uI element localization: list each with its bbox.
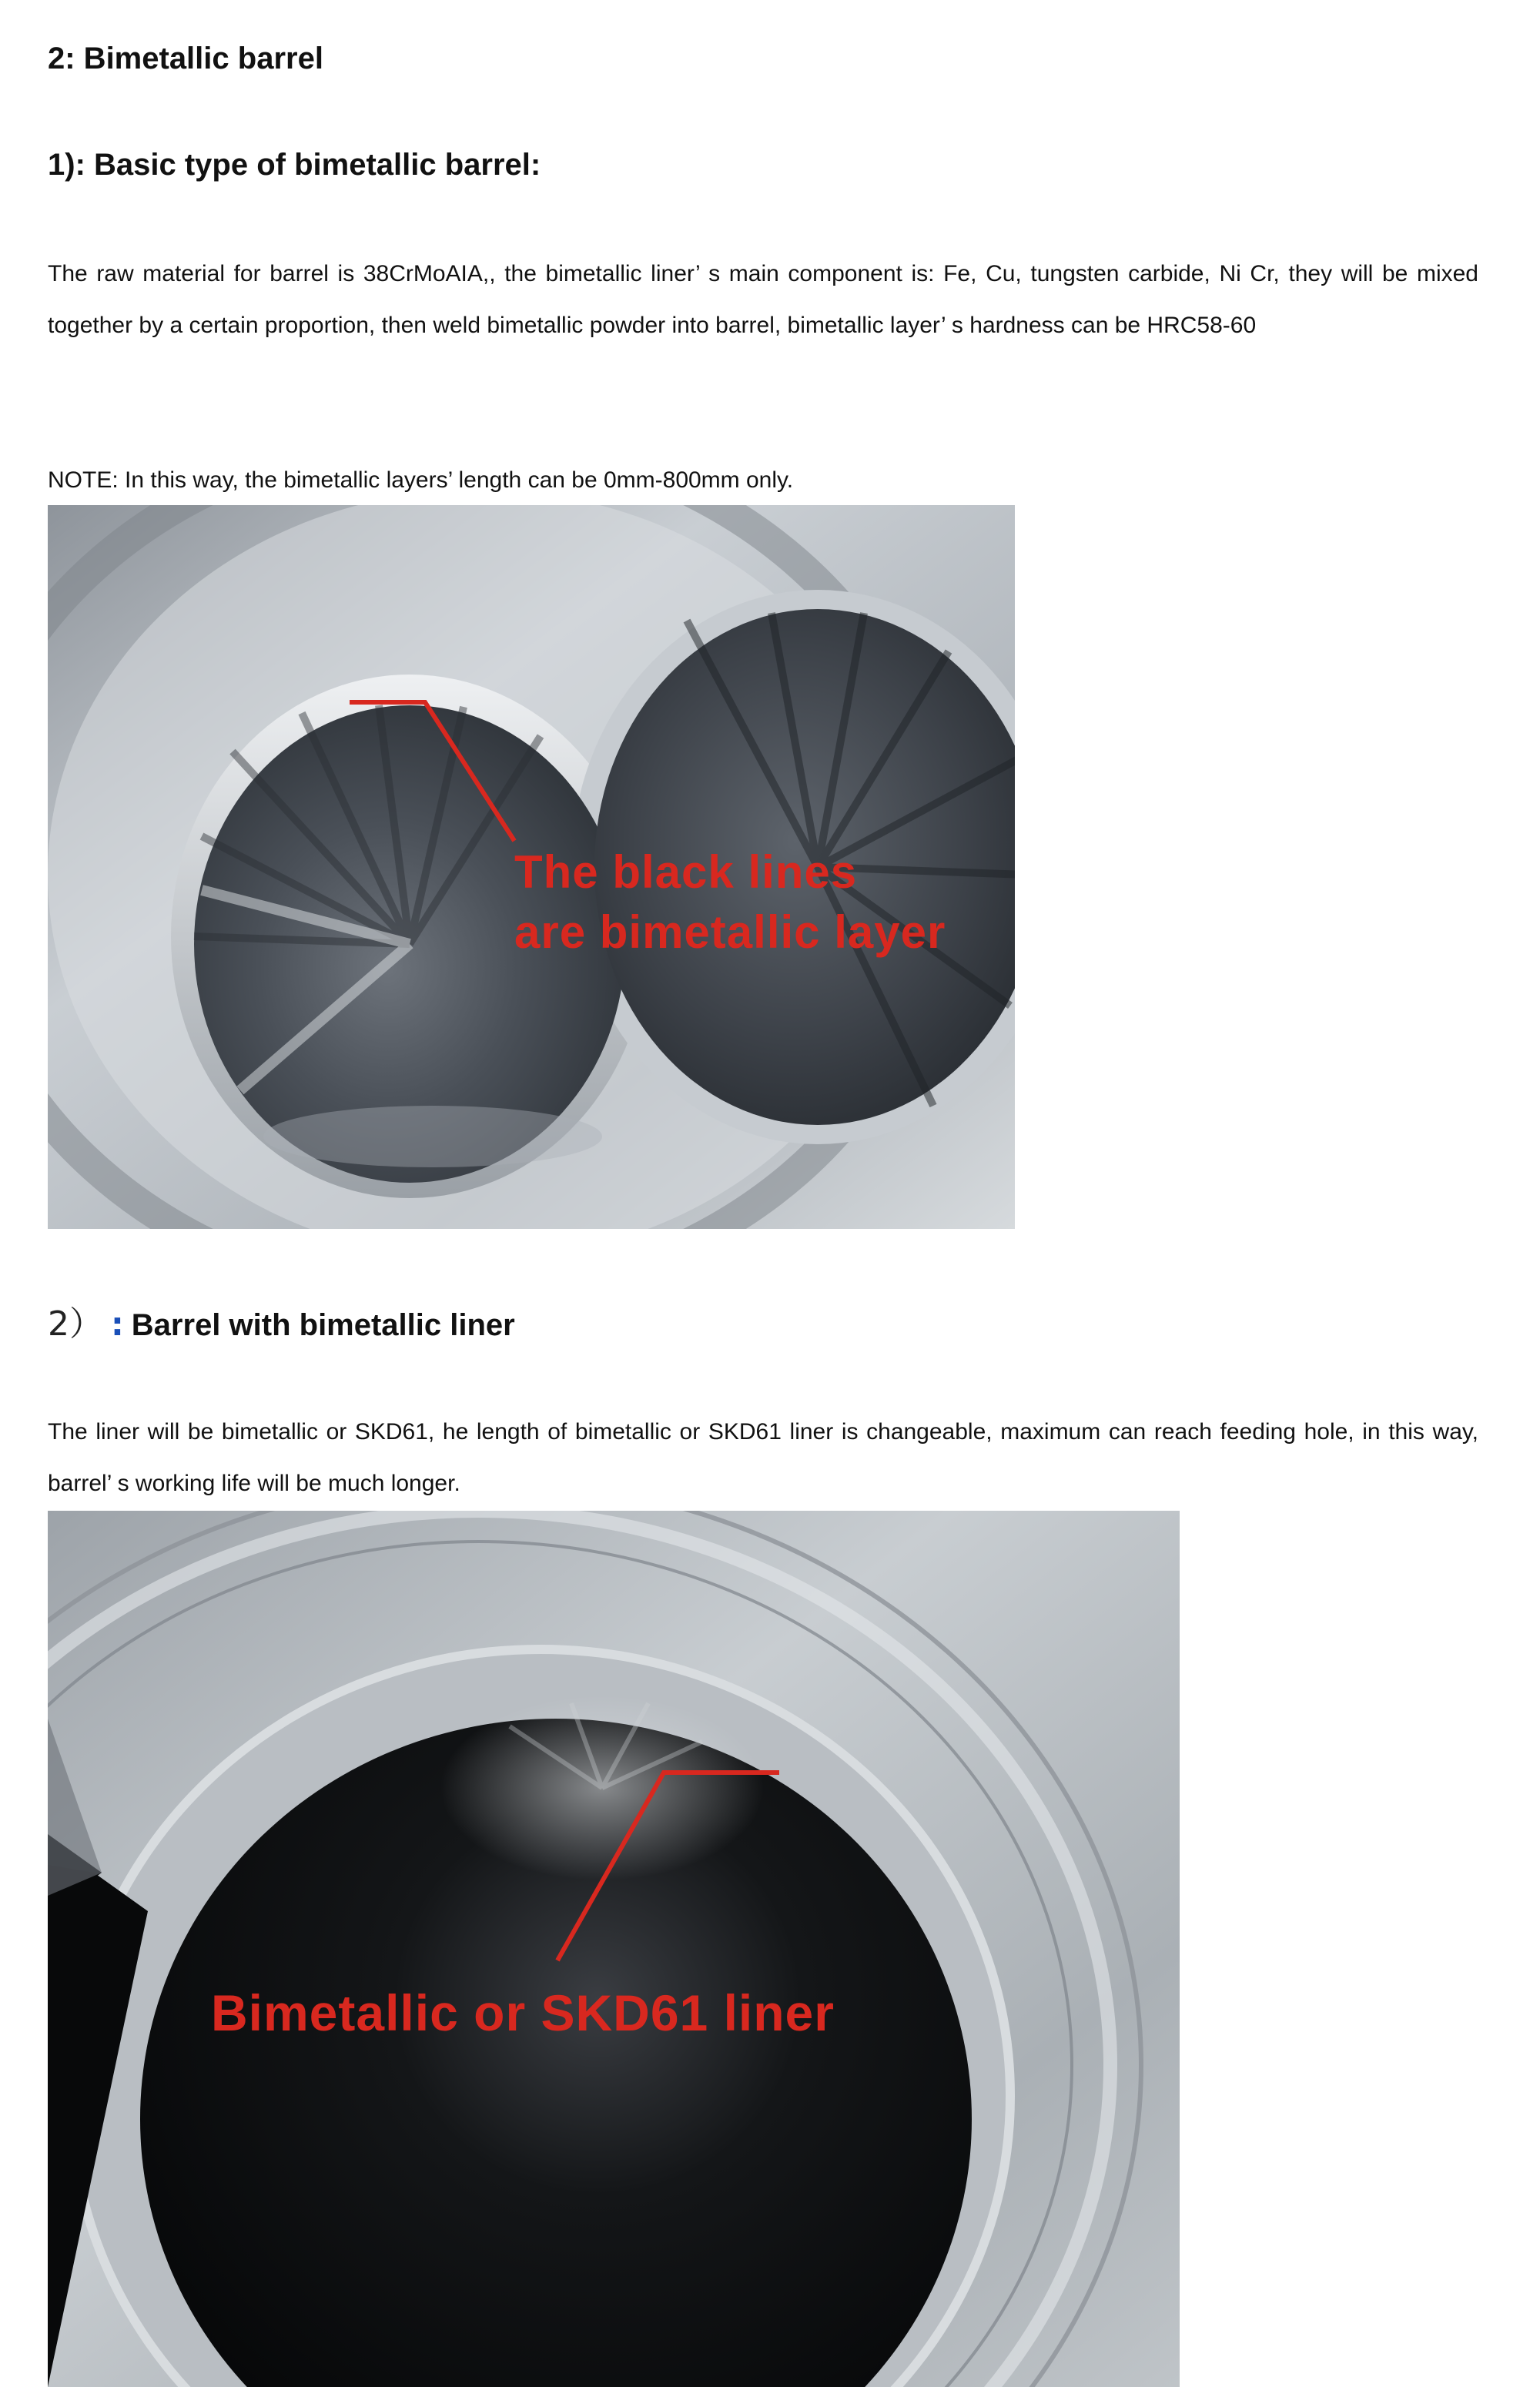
liner-heading-number: 2） bbox=[48, 1304, 103, 1344]
basic-type-heading: 1): Basic type of bimetallic barrel: bbox=[48, 148, 541, 182]
twin-bore-barrel-photo bbox=[48, 505, 1015, 1229]
length-note: NOTE: In this way, the bimetallic layers’ length can be 0mm-800mm only. bbox=[48, 467, 794, 493]
barrel-liner-illustration bbox=[48, 1511, 1180, 2387]
section-title: 2: Bimetallic barrel bbox=[48, 42, 323, 75]
barrel-liner-photo bbox=[48, 1511, 1180, 2387]
liner-heading-colon: : bbox=[111, 1305, 124, 1343]
image-caption-line1: The black lines bbox=[514, 846, 858, 898]
liner-heading bbox=[48, 1301, 515, 1348]
image-caption-line2: are bimetallic layer bbox=[514, 906, 946, 958]
liner-paragraph: The liner will be bimetallic or SKD61, he length of bimetallic or SKD61 liner is changeable, maximum can reach feeding hole, in this way, barrel’ s working life will be much longer. bbox=[48, 1419, 1478, 1496]
liner-image-caption: Bimetallic or SKD61 liner bbox=[211, 1984, 835, 2041]
liner-heading-title: Barrel with bimetallic liner bbox=[131, 1308, 515, 1342]
basic-type-paragraph: The raw material for barrel is 38CrMoAIA,, the bimetallic liner’ s main component is: Fe, Cu, tungsten carbide, Ni Cr, they will be mixed together by a certain proportion, then weld bimetallic powder into barrel, bimetallic layer’ s hardness can be HRC58-60 bbox=[48, 261, 1478, 338]
